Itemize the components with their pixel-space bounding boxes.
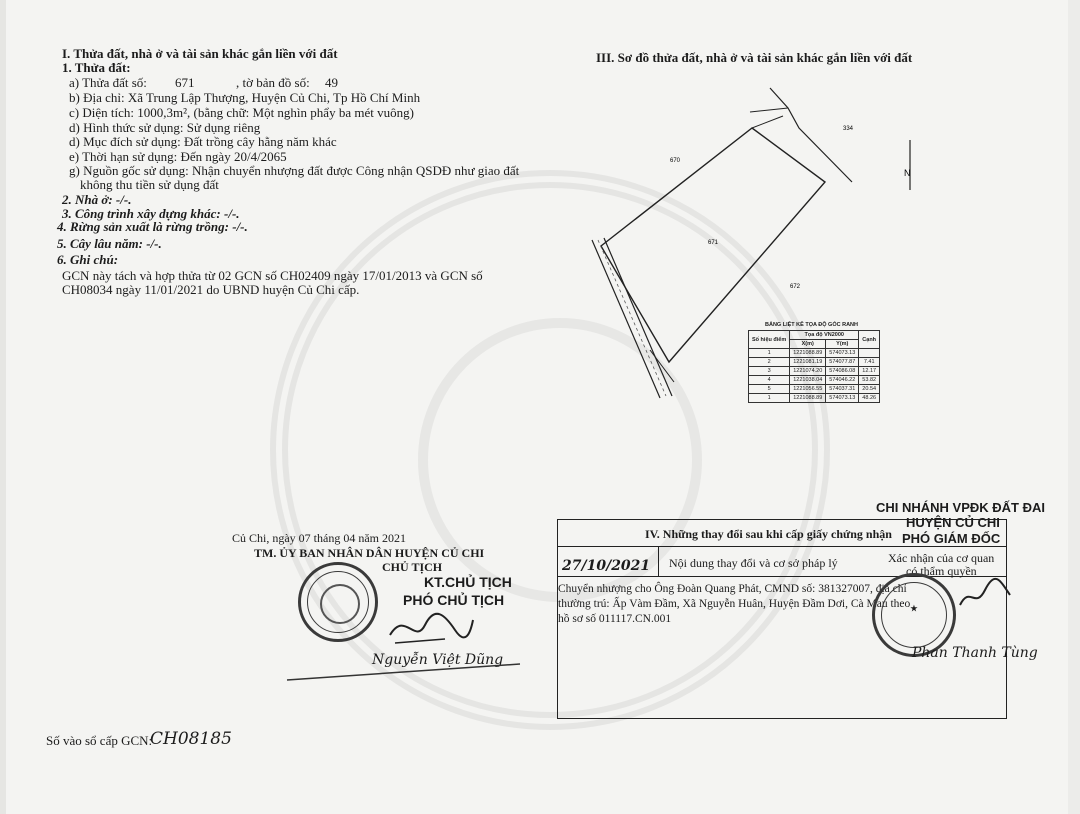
- usage-origin: g) Nguồn gốc sử dụng: Nhận chuyển nhượng đất được Công nhận QSDĐ như giao đất: [69, 163, 520, 178]
- parcel-number: 671: [175, 75, 195, 90]
- coord-header-x: X(m): [790, 340, 826, 349]
- note-line-2: CH08034 ngày 11/01/2021 do UBND huyện Củ Chi cấp.: [62, 282, 360, 297]
- changes-text-2: thường trú: Ấp Vàm Đầm, Xã Nguyễn Huân, Huyện Đầm Dơi, Cà Mau theo: [558, 598, 911, 610]
- signer-name-left: Nguyễn Việt Dũng: [372, 652, 504, 668]
- table-row: 2 1221081.19 574077.87 7.41: [749, 358, 880, 367]
- section-title-diagram: III. Sơ đồ thửa đất, nhà ở và tài sản khác gắn liền với đất: [596, 50, 913, 65]
- serial-number: CH08185: [150, 729, 232, 749]
- note-line-1: GCN này tách và hợp thửa từ 02 GCN số CH02409 ngày 17/01/2013 và GCN số: [62, 268, 483, 283]
- changes-text-3: hồ sơ số 011117.CN.001: [558, 613, 672, 625]
- serial-label: Số vào sổ cấp GCN:: [46, 733, 153, 748]
- map-label-671: 671: [708, 240, 719, 246]
- coord-header-point: Số hiệu điểm: [749, 331, 790, 349]
- table-row: 1 1221088.89 574073.13 48.26: [749, 394, 880, 403]
- coord-header-y: Y(m): [826, 340, 859, 349]
- usage-purpose: d) Mục đích sử dụng: Đất trồng cây hằng năm khác: [69, 134, 337, 149]
- item-construction: 3. Công trình xây dựng khác: -/-.: [62, 206, 240, 221]
- changes-col-confirm-b: có thẩm quyền: [906, 564, 977, 578]
- issuer-role: CHỦ TỊCH: [382, 560, 443, 574]
- area: c) Diện tích: 1000,3m², (bằng chữ: Một nghìn phẩy ba mét vuông): [69, 105, 414, 120]
- signature-right: [955, 575, 1015, 615]
- usage-origin-cont: không thu tiền sử dụng đất: [80, 177, 219, 192]
- branch-name-line1: CHI NHÁNH VPĐK ĐẤT ĐAI: [876, 500, 1045, 515]
- map-sheet-label: , tờ bản đồ số:: [236, 75, 310, 90]
- official-seal-left: [298, 562, 378, 642]
- changes-title: IV. Những thay đổi sau khi cấp giấy chứng nhận: [645, 527, 892, 541]
- branch-name-line2: HUYỆN CỦ CHI: [906, 515, 1000, 530]
- national-emblem-icon: [320, 584, 360, 624]
- changes-text-1: Chuyển nhượng cho Ông Đoàn Quang Phát, CMND số: 381327007, địa chỉ: [558, 583, 907, 595]
- coord-subheader: Tọa độ VN2000: [790, 331, 859, 340]
- coord-table-title: BẢNG LIỆT KÊ TỌA ĐỘ GÓC RANH: [765, 322, 858, 328]
- branch-signer-title: PHÓ GIÁM ĐỐC: [902, 531, 1001, 546]
- usage-form: d) Hình thức sử dụng: Sử dụng riêng: [69, 120, 261, 135]
- north-arrow-label: N: [904, 168, 911, 178]
- scan-edge-right: [1068, 0, 1080, 814]
- map-label-334: 334: [843, 126, 854, 132]
- signer-name-right: Phan Thanh Tùng: [912, 645, 1038, 661]
- parcel-label: a) Thửa đất số:: [69, 75, 147, 90]
- item-forest: 4. Rừng sản xuất là rừng trồng: -/-.: [57, 219, 248, 234]
- table-row: 3 1221074.20 574086.08 12.17: [749, 367, 880, 376]
- official-seal-right: ★: [872, 573, 956, 657]
- deputy-kt: KT.CHỦ TỊCH: [424, 574, 512, 590]
- changes-col-content: Nội dung thay đổi và cơ sở pháp lý: [669, 556, 838, 570]
- changes-date: 27/10/2021: [562, 558, 651, 574]
- table-row: 5 1221056.55 574037.31 20.54: [749, 385, 880, 394]
- usage-term: e) Thời hạn sử dụng: Đến ngày 20/4/2065: [69, 149, 287, 164]
- map-label-670: 670: [670, 158, 681, 164]
- signature-underline: [285, 660, 525, 684]
- section-title-land: I. Thửa đất, nhà ở và tài sản khác gắn liền với đất: [62, 46, 338, 61]
- table-row: 4 1221038.04 574046.22 53.82: [749, 376, 880, 385]
- signature-left: [385, 605, 475, 650]
- coord-table: [748, 330, 880, 403]
- item-house: 2. Nhà ở: -/-.: [62, 192, 132, 207]
- item-notes: 6. Ghi chú:: [57, 252, 119, 267]
- issuer-org: TM. ỦY BAN NHÂN DÂN HUYỆN CỦ CHI: [254, 546, 485, 560]
- table-row: 1 1221088.89 574073.13: [749, 349, 880, 358]
- item-land-title: 1. Thửa đất:: [62, 60, 131, 75]
- issue-date: Củ Chi, ngày 07 tháng 04 năm 2021: [232, 531, 406, 545]
- deputy-title: PHÓ CHỦ TỊCH: [403, 592, 505, 608]
- changes-col-confirm-a: Xác nhận của cơ quan: [888, 551, 995, 565]
- address: b) Địa chỉ: Xã Trung Lập Thượng, Huyện Củ Chi, Tp Hồ Chí Minh: [69, 90, 421, 105]
- map-sheet-number: 49: [325, 75, 338, 90]
- item-perennial: 5. Cây lâu năm: -/-.: [57, 236, 162, 251]
- coord-header-edge: Cạnh: [859, 331, 880, 349]
- scan-edge-left: [0, 0, 6, 814]
- map-label-672: 672: [790, 284, 801, 290]
